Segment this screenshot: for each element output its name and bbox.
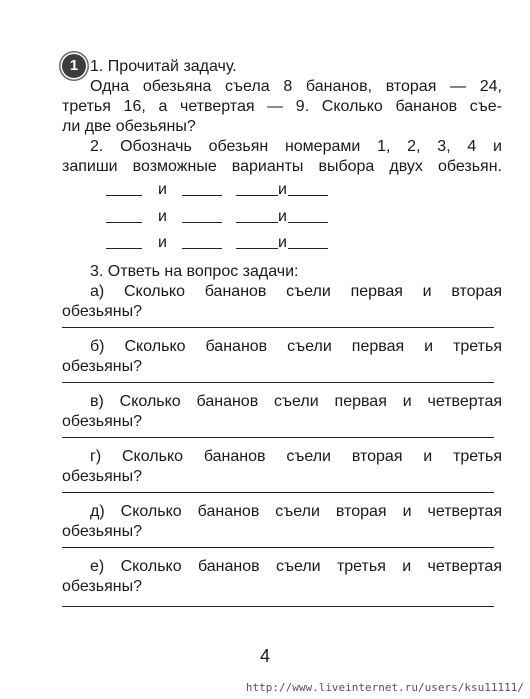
pair-blank[interactable] bbox=[288, 248, 328, 249]
pair-blank[interactable] bbox=[106, 195, 142, 196]
question-a bbox=[62, 282, 502, 322]
question-line: б) Сколько бананов съели первая и третья bbox=[90, 338, 502, 355]
pair-connector: и bbox=[278, 208, 287, 225]
answer-line[interactable] bbox=[62, 492, 494, 493]
pair-connector: и bbox=[278, 234, 287, 251]
question-line: обезьяны? bbox=[62, 303, 142, 320]
pair-row bbox=[106, 207, 346, 227]
instruction-label-line: запиши возможные варианты выбора двух обезьян. bbox=[62, 158, 502, 175]
pair-row bbox=[106, 233, 346, 253]
answer-line[interactable] bbox=[62, 606, 494, 607]
question-d bbox=[62, 502, 502, 542]
pair-connector: и bbox=[158, 181, 167, 198]
problem-line: Одна обезьяна съела 8 бананов, вторая — 24, bbox=[90, 78, 502, 95]
pair-blank[interactable] bbox=[288, 195, 328, 196]
problem-text bbox=[62, 77, 502, 137]
instruction-read-text: 1. Прочитай задачу. bbox=[90, 58, 237, 75]
question-line: е) Сколько бананов съели третья и четвертая bbox=[90, 558, 502, 575]
question-line: г) Сколько бананов съели вторая и третья bbox=[90, 448, 502, 465]
answer-line[interactable] bbox=[62, 437, 494, 438]
pair-blank[interactable] bbox=[288, 222, 328, 223]
problem-line: ли две обезьяны? bbox=[62, 118, 196, 135]
question-v bbox=[62, 392, 502, 432]
watermark-url: http://www.liveinternet.ru/users/ksu11111/ bbox=[245, 681, 524, 694]
pair-row bbox=[106, 180, 346, 200]
pair-blank[interactable] bbox=[182, 248, 222, 249]
instruction-read bbox=[62, 57, 502, 77]
question-b bbox=[62, 337, 502, 377]
pair-connector: и bbox=[158, 208, 167, 225]
pair-connector: и bbox=[158, 234, 167, 251]
answer-line[interactable] bbox=[62, 547, 494, 548]
question-line: обезьяны? bbox=[62, 523, 142, 540]
instruction-answer-text: 3. Ответь на вопрос задачи: bbox=[90, 263, 299, 280]
question-line: обезьяны? bbox=[62, 358, 142, 375]
question-g bbox=[62, 447, 502, 487]
instruction-label-line: 2. Обозначь обезьян номерами 1, 2, 3, 4 и bbox=[90, 138, 502, 155]
question-line: обезьяны? bbox=[62, 578, 142, 595]
question-e bbox=[62, 557, 502, 597]
question-line: а) Сколько бананов съели первая и вторая bbox=[90, 283, 502, 300]
pair-blank[interactable] bbox=[106, 222, 142, 223]
pair-blank[interactable] bbox=[182, 195, 222, 196]
page-number: 4 bbox=[259, 646, 270, 666]
question-line: в) Сколько бананов съели первая и четвертая bbox=[90, 393, 502, 410]
pair-connector: и bbox=[278, 181, 287, 198]
answer-line[interactable] bbox=[62, 327, 494, 328]
task-number-badge: 1 bbox=[62, 54, 86, 78]
problem-line: третья 16, а четвертая — 9. Сколько бананов съе- bbox=[62, 98, 502, 115]
question-line: д) Сколько бананов съели вторая и четвертая bbox=[90, 503, 502, 520]
pair-blank[interactable] bbox=[236, 248, 278, 249]
question-line: обезьяны? bbox=[62, 413, 142, 430]
pair-blank[interactable] bbox=[236, 195, 278, 196]
question-line: обезьяны? bbox=[62, 468, 142, 485]
pair-blank[interactable] bbox=[106, 248, 142, 249]
pair-blank[interactable] bbox=[182, 222, 222, 223]
answer-line[interactable] bbox=[62, 382, 494, 383]
instruction-label bbox=[62, 137, 502, 177]
pair-blank[interactable] bbox=[236, 222, 278, 223]
instruction-answer bbox=[62, 262, 502, 282]
